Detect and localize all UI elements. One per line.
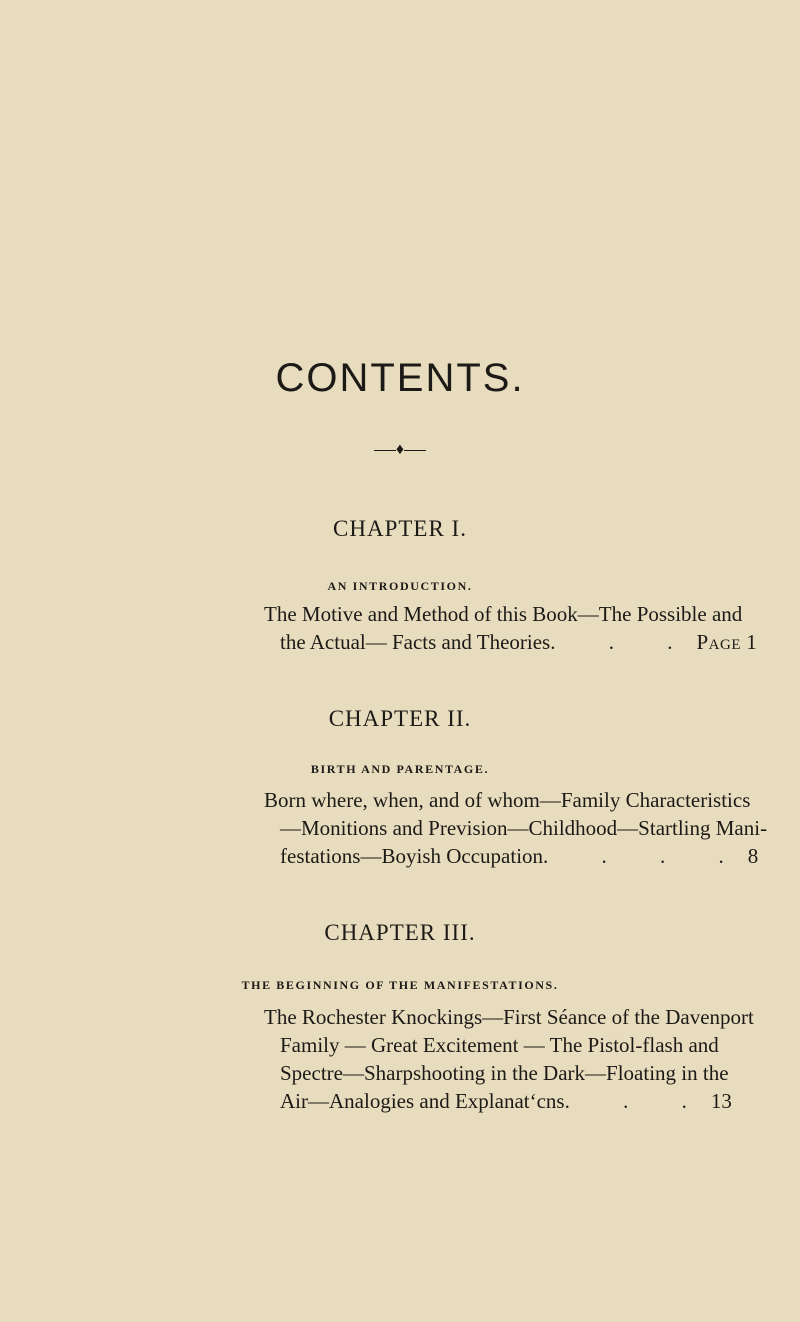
page-reference — [696, 628, 756, 656]
chapter-1-entry — [264, 600, 757, 656]
entry-line: Air—Analogies and Explanat‘cns — [280, 1089, 565, 1113]
entry-line: The Rochester Knockings—First Séance of the Davenport — [264, 1005, 754, 1029]
page-number: 8 — [747, 844, 759, 868]
chapter-2-subtitle: BIRTH AND PARENTAGE. — [310, 762, 490, 776]
entry-line: Spectre—Sharpshooting in the Dark—Floating in the — [280, 1061, 729, 1085]
chapter-1-subtitle: AN INTRODUCTION. — [327, 579, 473, 593]
entry-last-line — [266, 842, 759, 870]
chapter-3-entry — [264, 1003, 754, 1115]
chapter-3-subtitle: THE BEGINNING OF THE MANIFESTATIONS. — [241, 978, 559, 992]
page-number: 1 — [746, 630, 757, 654]
dot-leader: . . . . — [543, 844, 748, 868]
chapter-2-heading: CHAPTER II. — [328, 706, 472, 731]
entry-line: the Actual— Facts and Theories — [280, 630, 551, 654]
entry-line: Born where, when, and of whom—Family Characteristics — [264, 788, 751, 812]
entry-line: Family — Great Excitement — The Pistol-flash and — [280, 1033, 719, 1057]
entry-line: The Motive and Method of this Book—The Possible and — [264, 602, 743, 626]
page-title: CONTENTS. — [275, 356, 525, 400]
ornament-rule-right — [404, 450, 426, 451]
chapter-1-heading: CHAPTER I. — [333, 516, 467, 541]
ornament-rule-left — [374, 450, 396, 451]
page-number: 13 — [710, 1089, 732, 1113]
diamond-icon: ♦ — [395, 441, 405, 458]
entry-last-line — [266, 1087, 732, 1115]
chapter-3-heading: CHAPTER III. — [324, 920, 476, 945]
entry-last-line — [266, 628, 757, 656]
entry-line: festations—Boyish Occupation — [280, 844, 544, 868]
page-label: Page — [696, 630, 741, 654]
dot-leader: . . . — [564, 1089, 711, 1113]
entry-line: —Monitions and Prevision—Childhood—Startling Mani- — [280, 816, 768, 840]
title-ornament — [0, 442, 800, 458]
dot-leader: . . . — [550, 630, 697, 654]
chapter-2-entry — [264, 786, 768, 870]
